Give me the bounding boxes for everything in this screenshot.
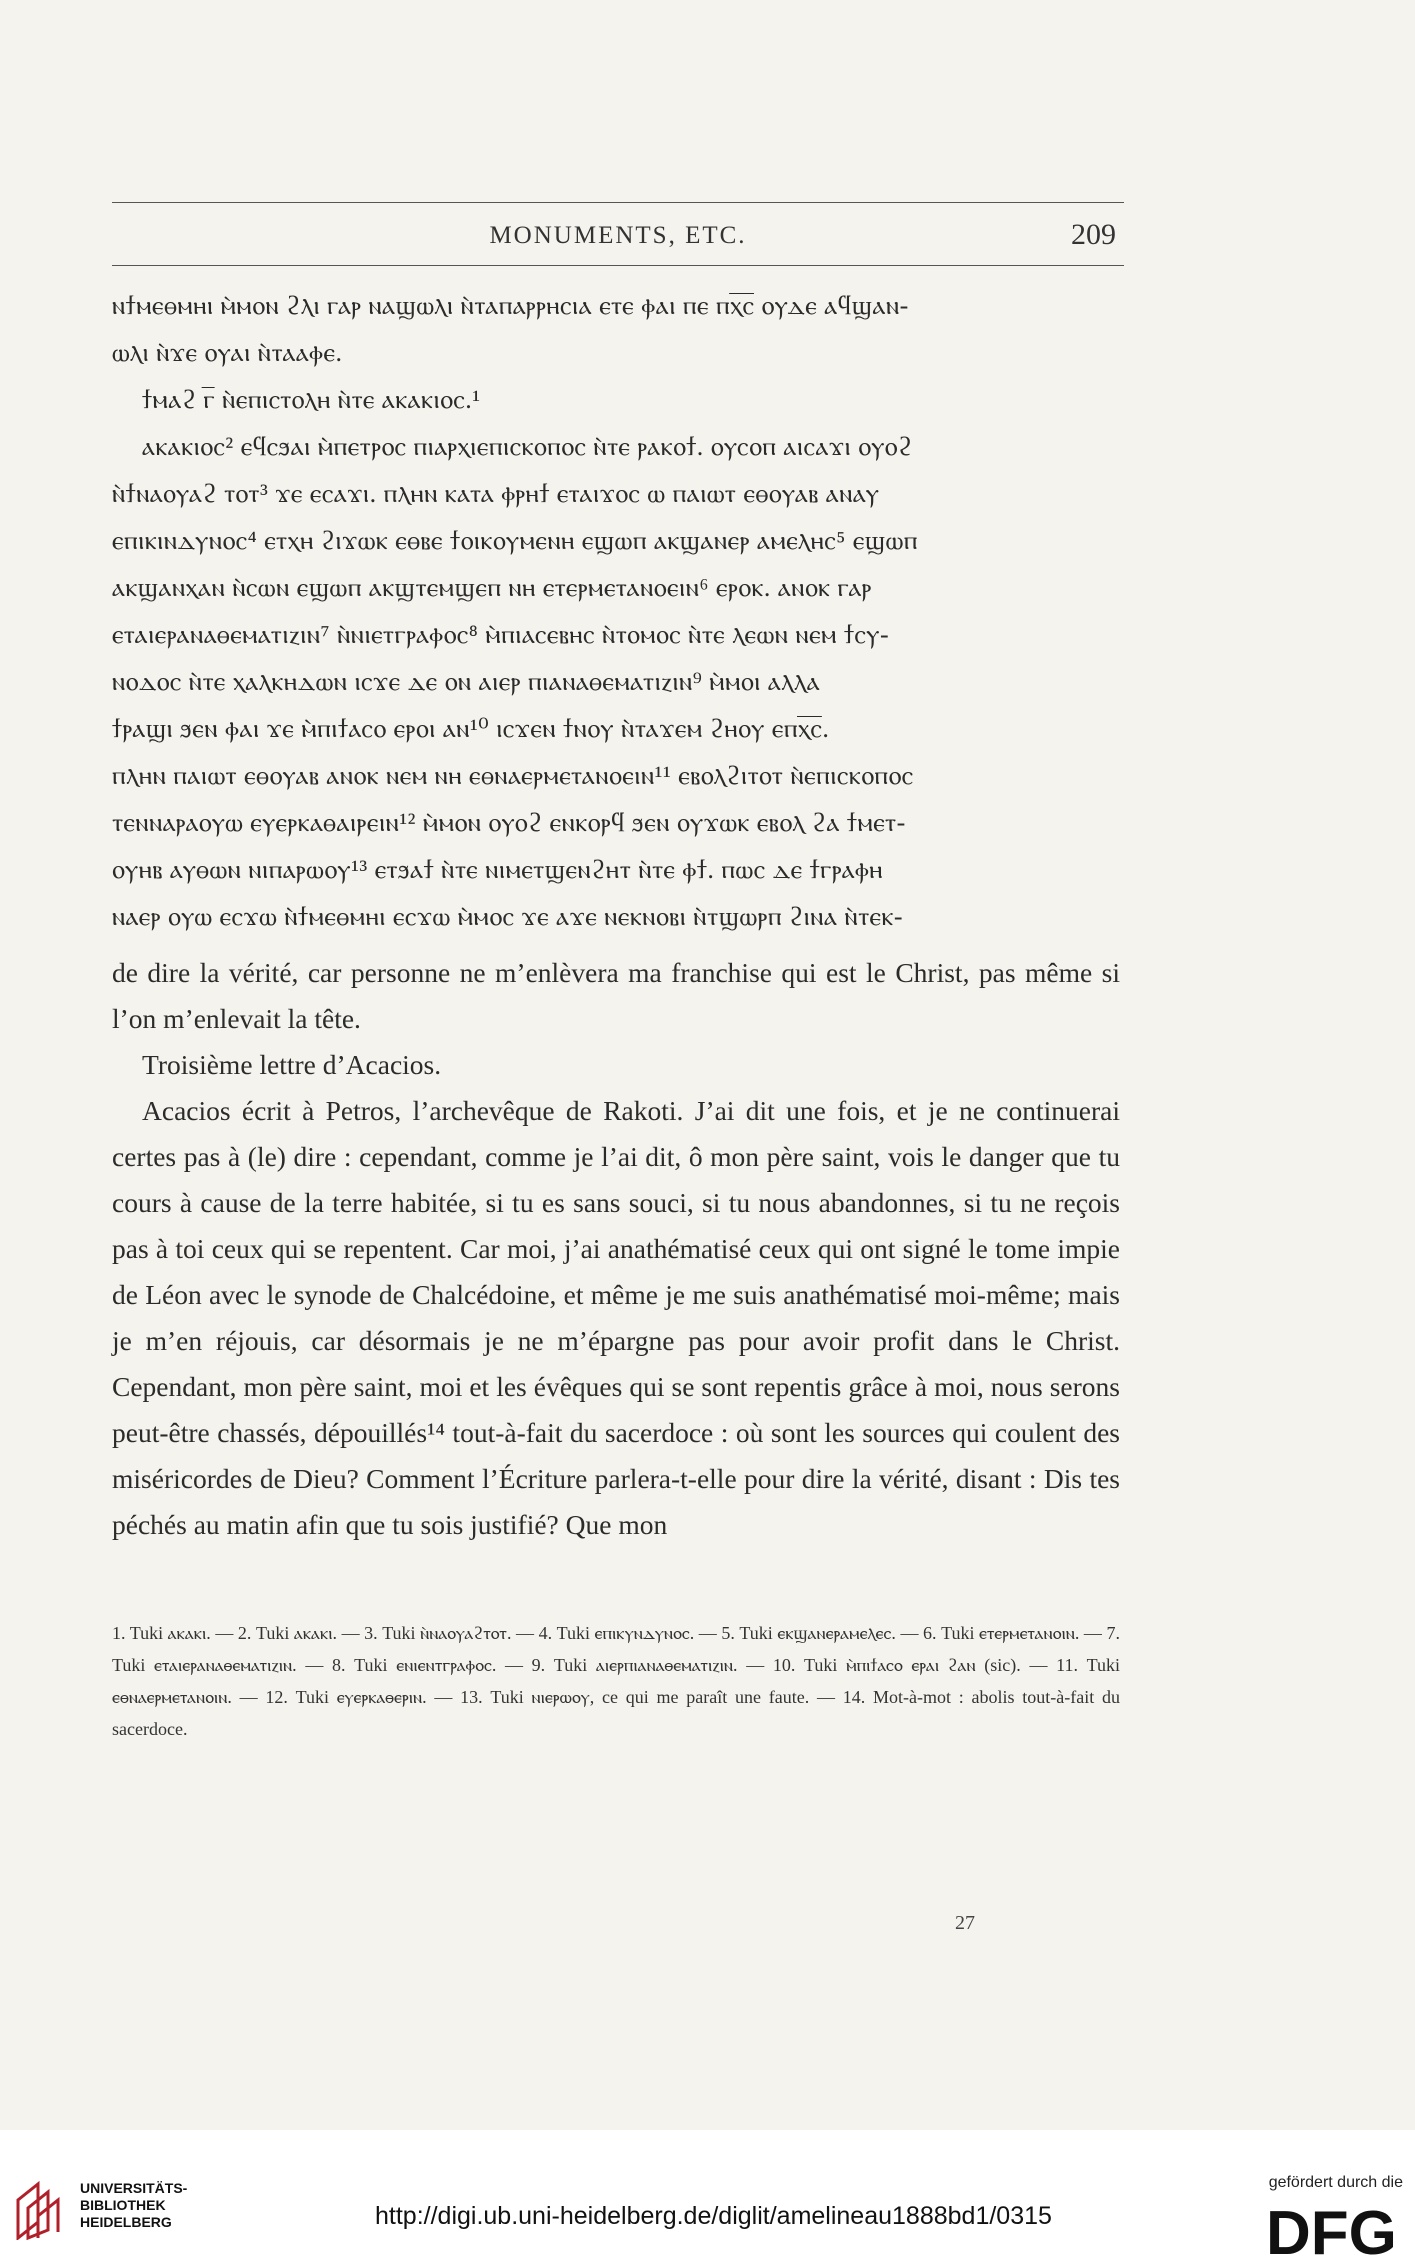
page-number: 209 (1071, 218, 1116, 251)
header-rule-top (112, 202, 1124, 203)
header-rule-bottom (112, 265, 1124, 266)
library-name (80, 2180, 187, 2231)
coptic-line: ⲁⲕⲁⲕⲓⲟⲥ² ⲉϥⲥϧⲁⲓ ⲙ̀ⲡⲉⲧⲣⲟⲥ ⲡⲓⲁⲣⲭⲓⲉⲡⲓⲥⲕⲟⲡⲟⲥ ⲛ̀ⲧⲉ ⲣⲁⲕⲟϯ. ⲟⲩⲥⲟⲡ ⲁⲓⲥⲁϫⲓ ⲟⲩⲟϩ (142, 432, 913, 461)
coptic-heading-line: ϯⲙⲁϩ ⲅ̅ ⲛ̀ⲉⲡⲓⲥⲧⲟⲗⲏ ⲛ̀ⲧⲉ ⲁⲕⲁⲕⲓⲟⲥ.¹ (142, 385, 481, 414)
coptic-line: ⲟⲩⲏⲃ ⲁⲩⲑⲱⲛ ⲛⲓⲡⲁⲣⲱⲟⲩ¹³ ⲉⲧϧⲁϯ ⲛ̀ⲧⲉ ⲛⲓⲙⲉⲧϣⲉⲛϩⲏⲧ ⲛ̀ⲧⲉ ⲫϯ. ⲡⲱⲥ ⲇⲉ ϯⲅⲣⲁⲫⲏ (112, 855, 884, 884)
french-heading: Troisième lettre d’Acacios. (142, 1049, 442, 1080)
french-paragraph: Acacios écrit à Petros, l’archevêque de Rakoti. J’ai dit une fois, et je ne continuerai certes pas à (le) dire : cependant, comme je l’ai dit, ô mon père saint, vois le danger que tu cours à cause de la terre habitée, si tu es sans souci, si tu nous abandonnes, si tu ne reçois pas à toi ceux qui se repentent. Car moi, j’ai anathématisé ceux qui ont signé le tome impie de Léon avec le synode de Chalcédoine, et même je me suis anathématisé moi-même; mais je m’en réjouis, car désormais je ne m’épargne pas pour avoir profit dans le Christ. Cependant, mon père saint, moi et les évêques qui se sont repentis grâce à moi, nous serons peut-être chassés, dépouillés¹⁴ tout-à-fait du sacerdoce : où sont les sources qui coulent des miséricordes de Dieu? Comment l’Écriture parlera-t-elle pour dire la vérité, disant : Dis tes péchés au matin afin que tu sois justifié? Que mon (112, 1095, 1120, 1540)
dfg-logo-text: DFG (1266, 2199, 1397, 2264)
coptic-line: ⲡⲗⲏⲛ ⲡⲁⲓⲱⲧ ⲉⲑⲟⲩⲁⲃ ⲁⲛⲟⲕ ⲛⲉⲙ ⲛⲏ ⲉⲑⲛⲁⲉⲣⲙⲉⲧⲁⲛⲟⲉⲓⲛ¹¹ ⲉⲃⲟⲗϩⲓⲧⲟⲧ ⲛ̀ⲉⲡⲓⲥⲕⲟⲡⲟⲥ (112, 761, 914, 790)
coptic-line: ⲛϯⲙⲉⲑⲙⲏⲓ ⲙ̀ⲙⲟⲛ ϩⲗⲓ ⲅⲁⲣ ⲛⲁϣⲱⲗⲓ ⲛ̀ⲧⲁⲡⲁⲣⲣⲏⲥⲓⲁ ⲉⲧⲉ ⲫⲁⲓ ⲡⲉ ⲡⲭ̅ⲥ̅ ⲟⲩⲇⲉ ⲁϥϣⲁⲛ- (112, 291, 909, 320)
coptic-line: ϯⲣⲁϣⲓ ϧⲉⲛ ⲫⲁⲓ ϫⲉ ⲙ̀ⲡⲓϯⲁⲥⲟ ⲉⲣⲟⲓ ⲁⲛ¹⁰ ⲓⲥϫⲉⲛ ϯⲛⲟⲩ ⲛ̀ⲧⲁϫⲉⲙ ϩⲏⲟⲩ ⲉⲡⲭ̅ⲥ̅. (112, 714, 830, 743)
coptic-text-block (112, 282, 1120, 940)
coptic-line: ⲛⲟⲇⲟⲥ ⲛ̀ⲧⲉ ⲭⲁⲗⲕⲏⲇⲱⲛ ⲓⲥϫⲉ ⲇⲉ ⲟⲛ ⲁⲓⲉⲣ ⲡⲓⲁⲛⲁⲑⲉⲙⲁⲧⲓⲍⲓⲛ⁹ ⲙ̀ⲙⲟⲓ ⲁⲗⲗⲁ (112, 667, 821, 696)
permalink-url[interactable]: http://digi.ub.uni-heidelberg.de/diglit/amelineau1888bd1/0315 (375, 2202, 1052, 2230)
coptic-line: ⲛⲁⲉⲣ ⲟⲩⲱ ⲉⲥϫⲱ ⲛ̀ϯⲙⲉⲑⲙⲏⲓ ⲉⲥϫⲱ ⲙ̀ⲙⲟⲥ ϫⲉ ⲁϫⲉ ⲛⲉⲕⲛⲟⲃⲓ ⲛ̀ⲧϣⲱⲣⲡ ϩⲓⲛⲁ ⲛ̀ⲧⲉⲕ- (112, 902, 904, 931)
signature-mark: 27 (955, 1912, 975, 1934)
funding-note: gefördert durch die (1268, 2174, 1403, 2191)
coptic-line: ⲛ̀ϯⲛⲁⲟⲩⲁϩ ⲧⲟⲧ³ ϫⲉ ⲉⲥⲁϫⲓ. ⲡⲗⲏⲛ ⲕⲁⲧⲁ ⲫⲣⲏϯ ⲉⲧⲁⲓϫⲟⲥ ⲱ ⲡⲁⲓⲱⲧ ⲉⲑⲟⲩⲁⲃ ⲁⲛⲁⲩ (112, 479, 880, 508)
coptic-line: ⲧⲉⲛⲛⲁⲣⲁⲟⲩⲱ ⲉⲩⲉⲣⲕⲁⲑⲁⲓⲣⲉⲓⲛ¹² ⲙ̀ⲙⲟⲛ ⲟⲩⲟϩ ⲉⲛⲕⲟⲣϥ ϧⲉⲛ ⲟⲩϫⲱⲕ ⲉⲃⲟⲗ ϩⲁ ϯⲙⲉⲧ- (112, 808, 906, 837)
footnotes: 1. Tuki ⲁⲕⲁⲕⲓ. — 2. Tuki ⲁⲕⲁⲕⲓ. — 3. Tuki ⲛ̀ⲛⲁⲟⲩⲁϩⲧⲟⲧ. — 4. Tuki ⲉⲡⲓⲕⲩⲛⲇⲩⲛⲟⲥ. — 5. Tuki ⲉⲕϣⲁⲛⲉⲣⲁⲙⲉⲗⲉⲥ. — 6. Tuki ⲉⲧⲉⲣⲙⲉⲧⲁⲛⲟⲓⲛ. — 7. Tuki ⲉⲧⲁⲓⲉⲣⲁⲛⲁⲑⲉⲙⲁⲧⲓⲍⲓⲛ. — 8. Tuki ⲉⲛⲓⲉⲛⲧⲅⲣⲁⲫⲟⲥ. — 9. Tuki ⲁⲓⲉⲣⲡⲓⲁⲛⲁⲑⲉⲙⲁⲧⲓⲍⲓⲛ. — 10. Tuki ⲙ̀ⲡⲓϯⲁⲥⲟ ⲉⲣⲁⲓ ϩⲁⲛ (sic). — 11. Tuki ⲉⲑⲛⲁⲉⲣⲙⲉⲧⲁⲛⲟⲓⲛ. — 12. Tuki ⲉⲩⲉⲣⲕⲁⲑⲉⲣⲓⲛ. — 13. Tuki ⲛⲓⲉⲣⲱⲟⲩ, ce qui me paraît une faute. — 14. Mot-à-mot : abolis tout-à-fait du sacerdoce. (112, 1623, 1120, 1739)
coptic-line: ⲁⲕϣⲁⲛⲭⲁⲛ ⲛ̀ⲥⲱⲛ ⲉϣⲱⲡ ⲁⲕϣⲧⲉⲙϣⲉⲡ ⲛⲏ ⲉⲧⲉⲣⲙⲉⲧⲁⲛⲟⲉⲓⲛ⁶ ⲉⲣⲟⲕ. ⲁⲛⲟⲕ ⲅⲁⲣ (112, 573, 872, 602)
running-head-title: MONUMENTS, ETC. (489, 222, 747, 249)
digitization-footer (0, 2130, 1415, 2267)
library-logo-icon (14, 2180, 62, 2240)
coptic-line: ⲉⲧⲁⲓⲉⲣⲁⲛⲁⲑⲉⲙⲁⲧⲓⲍⲓⲛ⁷ ⲛ̀ⲛⲓⲉⲧⲅⲣⲁⲫⲟⲥ⁸ ⲙ̀ⲡⲓⲁⲥⲉⲃⲏⲥ ⲛ̀ⲧⲟⲙⲟⲥ ⲛ̀ⲧⲉ ⲗⲉⲱⲛ ⲛⲉⲙ ϯⲥⲩ- (112, 620, 890, 649)
library-name-line: UNIVERSITÄTS- (80, 2180, 188, 2196)
library-name-line: HEIDELBERG (80, 2214, 172, 2230)
coptic-line: ⲱⲗⲓ ⲛ̀ϫⲉ ⲟⲩⲁⲓ ⲛ̀ⲧⲁⲁⲫⲉ. (112, 338, 343, 367)
library-name-line: BIBLIOTHEK (80, 2197, 166, 2213)
dfg-logo-icon (1266, 2194, 1401, 2264)
coptic-line: ⲉⲡⲓⲕⲓⲛⲇⲩⲛⲟⲥ⁴ ⲉⲧⲭⲏ ϩⲓϫⲱⲕ ⲉⲑⲃⲉ ϯⲟⲓⲕⲟⲩⲙⲉⲛⲏ ⲉϣⲱⲡ ⲁⲕϣⲁⲛⲉⲣ ⲁⲙⲉⲗⲏⲥ⁵ ⲉϣⲱⲡ (112, 526, 918, 555)
french-paragraph: de dire la vérité, car personne ne m’enlèvera ma franchise qui est le Christ, pas même si l’on m’enlevait la tête. (112, 957, 1120, 1034)
french-translation (112, 950, 1120, 1548)
